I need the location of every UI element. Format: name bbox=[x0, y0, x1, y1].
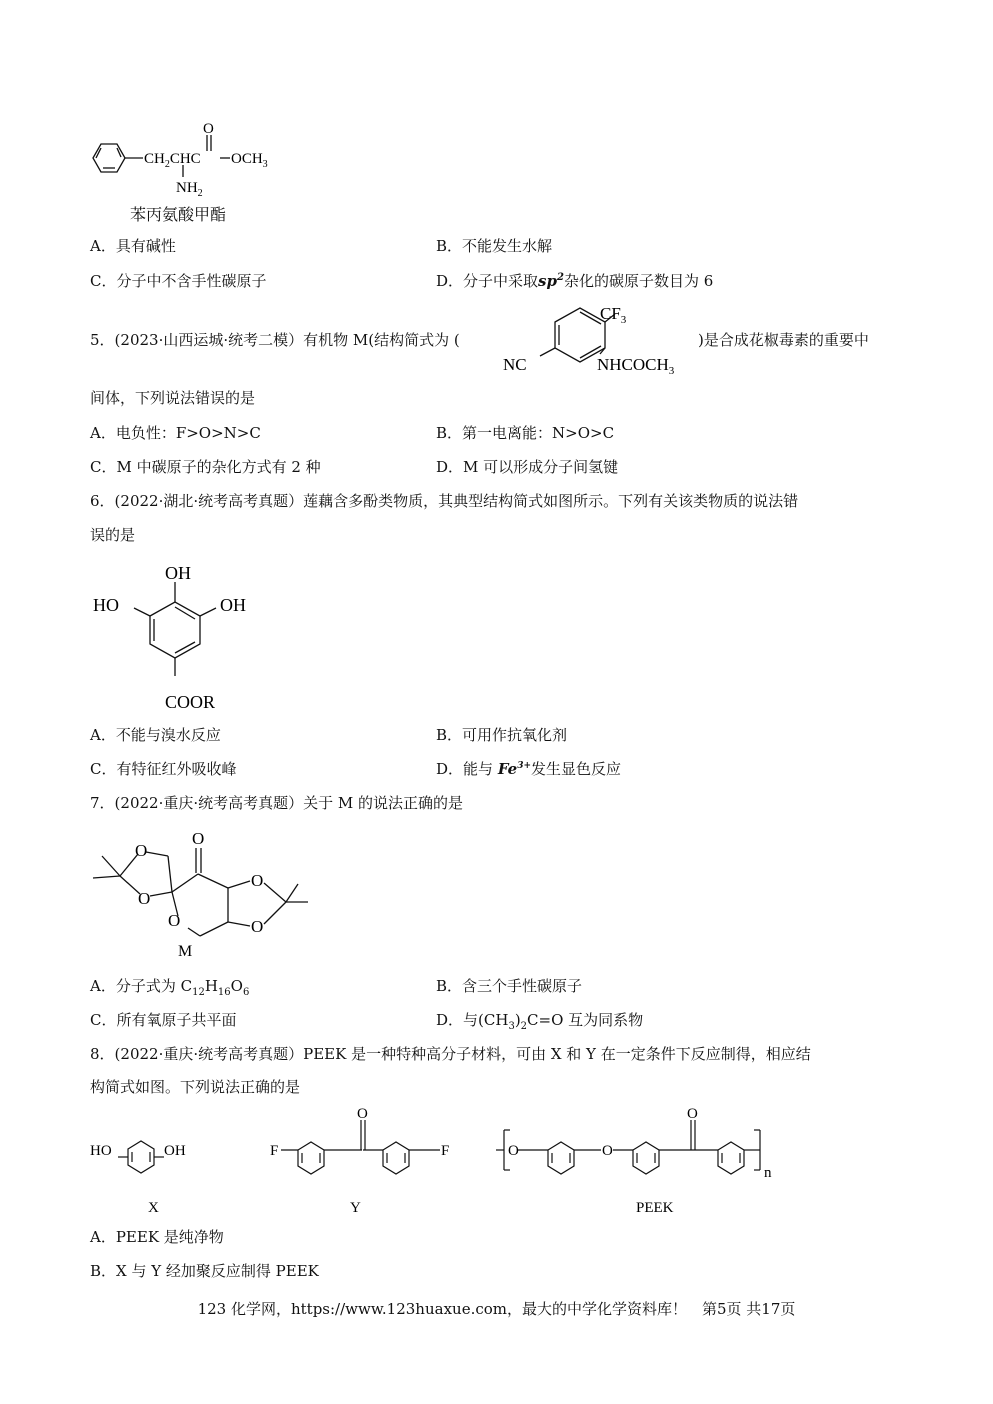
q4-option-c: C．分子中不含手性碳原子 bbox=[90, 272, 267, 290]
q6-stem-line1: 6．(2022·湖北·统考高考真题）莲藕含多酚类物质，其典型结构简式如图所示。下列有关该类物质的说法错 bbox=[90, 492, 799, 510]
q6-oh-right-text: OH bbox=[220, 595, 246, 615]
q6-oh-top-text: OH bbox=[165, 563, 191, 583]
q7-option-b: B．含三个手性碳原子 bbox=[436, 977, 583, 995]
q8-option-b: B．X 与 Y 经加聚反应制得 PEEK bbox=[90, 1262, 319, 1280]
q4-caption: 苯丙氨酸甲酯 bbox=[130, 205, 227, 224]
page-footer: 123 化学网，https://www.123huaxue.com，最大的中学化学资料库！ 第5页 共17页 bbox=[197, 1300, 796, 1318]
q4-o-text: O bbox=[203, 121, 214, 137]
q7-o4: O bbox=[251, 871, 264, 890]
q8-structures bbox=[88, 1105, 788, 1220]
q5-cf3-text: $CF_3$ bbox=[600, 304, 627, 326]
q4-option-b: B．不能发生水解 bbox=[436, 237, 553, 255]
q6-stem-line2: 误的是 bbox=[90, 526, 136, 544]
q8-x-label: X bbox=[148, 1200, 159, 1216]
q5-stem-line1-post: )是合成花椒毒素的重要中 bbox=[698, 331, 869, 349]
q5-option-d: D．M 可以形成分子间氢键 bbox=[436, 458, 619, 476]
q8-y-f2: F bbox=[441, 1143, 450, 1159]
q7-o2: O bbox=[138, 889, 151, 908]
q8-x-oh: OH bbox=[164, 1143, 186, 1159]
q8-peek-o1: O bbox=[508, 1143, 519, 1159]
q6-option-b: B．可用作抗氧化剂 bbox=[436, 726, 568, 744]
q5-nc-text: NC bbox=[503, 355, 527, 374]
q6-option-a: A．不能与溴水反应 bbox=[90, 726, 221, 744]
q8-peek-n: n bbox=[764, 1165, 772, 1181]
q4-ch2-text: $CH_2CHC$ bbox=[144, 151, 201, 170]
q7-o-keto: O bbox=[192, 829, 205, 848]
q4-structure bbox=[88, 115, 288, 200]
q4-option-a: A．具有碱性 bbox=[90, 237, 176, 255]
q6-ho-left-text: HO bbox=[93, 595, 119, 615]
q5-structure bbox=[500, 300, 710, 380]
q8-peek-o3: O bbox=[687, 1106, 698, 1122]
q7-label-m: M bbox=[178, 943, 193, 960]
q5-option-c: C．M 中碳原子的杂化方式有 2 种 bbox=[90, 458, 321, 476]
q7-option-a: A．分子式为 $C_{12}H_{16}O_6$ bbox=[90, 977, 250, 998]
q8-x-ho: HO bbox=[90, 1143, 112, 1159]
q7-option-c: C．所有氧原子共平面 bbox=[90, 1011, 237, 1029]
q6-coor-text: COOR bbox=[165, 692, 216, 712]
q5-stem-line1-pre: 5．(2023·山西运城·统考二模）有机物 M(结构简式为 ( bbox=[90, 331, 460, 349]
q5-nhcoch3-text: $NHCOCH_3$ bbox=[597, 355, 675, 377]
q4-option-d: D．分子中采取$sp^2$杂化的碳原子数目为 6 bbox=[436, 272, 714, 290]
q5-option-b: B．第一电离能：N>O>C bbox=[436, 424, 615, 442]
q8-option-a: A．PEEK 是纯净物 bbox=[90, 1228, 224, 1246]
q8-y-label: Y bbox=[350, 1200, 361, 1216]
q7-structure bbox=[88, 826, 318, 966]
q7-o5: O bbox=[251, 917, 264, 936]
q4-och3-text: $OCH_3$ bbox=[231, 151, 268, 170]
q8-stem-line2: 构简式如图。下列说法正确的是 bbox=[90, 1078, 301, 1096]
q6-option-d: D．能与 $Fe^{3+}$发生显色反应 bbox=[436, 760, 622, 778]
q8-stem-line1: 8．(2022·重庆·统考高考真题）PEEK 是一种特种高分子材料，可由 X 和 Y 在一定条件下反应制得，相应结 bbox=[90, 1045, 811, 1063]
q6-option-c: C．有特征红外吸收峰 bbox=[90, 760, 237, 778]
q7-o1: O bbox=[135, 841, 148, 860]
q8-y-f1: F bbox=[270, 1143, 279, 1159]
q7-stem: 7．(2022·重庆·统考高考真题）关于 M 的说法正确的是 bbox=[90, 794, 464, 812]
q5-stem-line2: 间体，下列说法错误的是 bbox=[90, 389, 256, 407]
q6-structure bbox=[90, 558, 270, 716]
q8-y-o: O bbox=[357, 1106, 368, 1122]
q7-option-d: D．与$(CH_3)_2C=O$ 互为同系物 bbox=[436, 1011, 644, 1032]
q7-o3: O bbox=[168, 911, 181, 930]
q8-peek-label: PEEK bbox=[636, 1200, 674, 1216]
q5-option-a: A．电负性：F>O>N>C bbox=[90, 424, 261, 442]
q8-peek-o2: O bbox=[602, 1143, 613, 1159]
q4-nh2-text: $NH_2$ bbox=[176, 180, 203, 199]
